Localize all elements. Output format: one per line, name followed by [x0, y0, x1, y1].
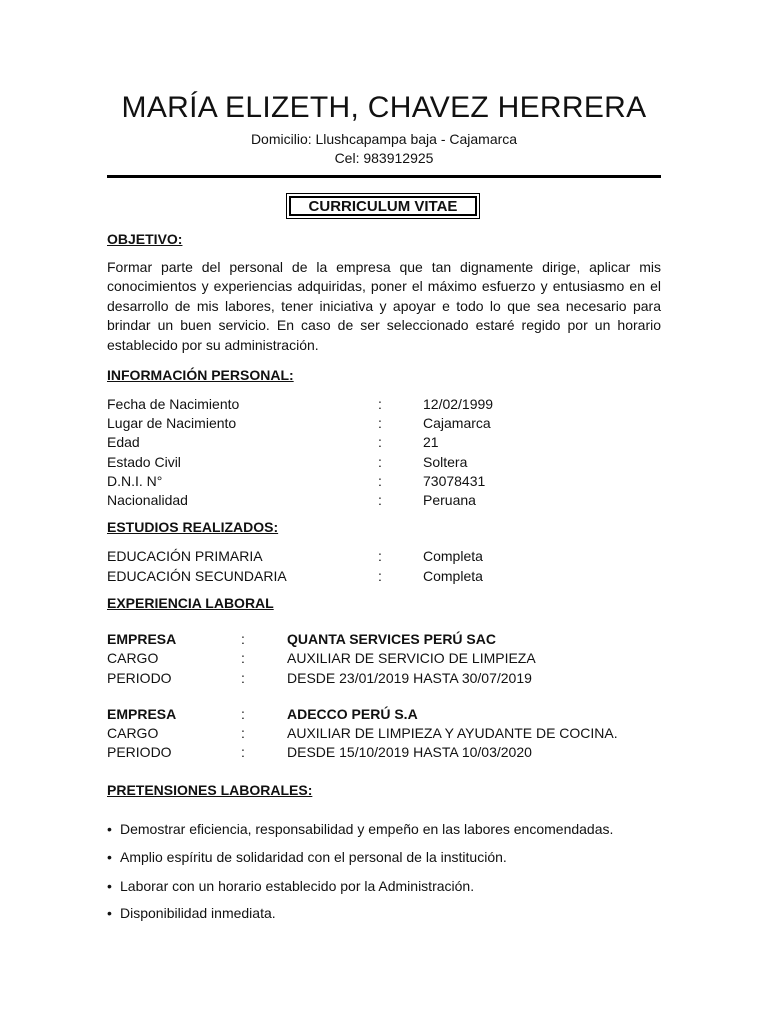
field-separator: : — [241, 650, 245, 666]
field-label: EMPRESA — [107, 706, 177, 722]
field-separator: : — [378, 548, 382, 564]
header-divider — [107, 175, 661, 178]
field-value: Peruana — [423, 492, 476, 508]
field-label: EMPRESA — [107, 631, 177, 647]
job-role-row — [107, 649, 667, 668]
company-name: ADECCO PERÚ S.A — [287, 706, 418, 722]
field-label: Estado Civil — [107, 454, 181, 470]
job-period: DESDE 15/10/2019 HASTA 10/03/2020 — [287, 744, 532, 760]
bullet-icon: • — [107, 849, 112, 865]
job-role: AUXILIAR DE SERVICIO DE LIMPIEZA — [287, 650, 536, 666]
list-item-text: Amplio espíritu de solidaridad con el personal de la institución. — [120, 849, 507, 865]
field-label: Nacionalidad — [107, 492, 188, 508]
field-label: CARGO — [107, 650, 159, 666]
document-title-box — [286, 193, 480, 219]
list-item-text: Demostrar eficiencia, responsabilidad y empeño en las labores encomendadas. — [120, 821, 614, 837]
studies-heading: ESTUDIOS REALIZADOS: — [107, 519, 279, 535]
personal-row — [107, 414, 667, 433]
field-value: Completa — [423, 568, 483, 584]
field-value: 21 — [423, 434, 439, 450]
field-value: 73078431 — [423, 473, 486, 489]
job-period: DESDE 23/01/2019 HASTA 30/07/2019 — [287, 670, 532, 686]
pretensions-heading: PRETENSIONES LABORALES: — [107, 782, 313, 798]
personal-row — [107, 395, 667, 414]
field-separator: : — [378, 434, 382, 450]
field-value: Cajamarca — [423, 415, 491, 431]
field-separator: : — [241, 670, 245, 686]
personal-row — [107, 491, 667, 510]
personal-info-heading: INFORMACIÓN PERSONAL: — [107, 367, 294, 383]
field-separator: : — [378, 396, 382, 412]
job-company-row — [107, 630, 667, 649]
experience-heading: EXPERIENCIA LABORAL — [107, 595, 274, 611]
company-name: QUANTA SERVICES PERÚ SAC — [287, 631, 496, 647]
field-separator: : — [241, 744, 245, 760]
field-label: PERIODO — [107, 744, 172, 760]
field-separator: : — [378, 415, 382, 431]
document-title: CURRICULUM VITAE — [289, 196, 477, 216]
field-value: 12/02/1999 — [423, 396, 494, 412]
field-label: PERIODO — [107, 670, 172, 686]
objective-heading: OBJETIVO: — [107, 231, 183, 247]
personal-row — [107, 472, 667, 491]
job-company-row — [107, 705, 667, 724]
candidate-name: MARÍA ELIZETH, CHAVEZ HERRERA — [121, 91, 647, 124]
address-line: Domicilio: Llushcapampa baja - Cajamarca — [250, 131, 518, 147]
personal-row — [107, 453, 667, 472]
list-item-text: Laborar con un horario establecido por la Administración. — [120, 878, 475, 894]
field-label: D.N.I. N° — [107, 473, 163, 489]
field-label: Edad — [107, 434, 140, 450]
list-item-text: Disponibilidad inmediata. — [120, 905, 276, 921]
job-role-row — [107, 724, 667, 743]
studies-row — [107, 547, 667, 566]
field-label: CARGO — [107, 725, 159, 741]
bullet-icon: • — [107, 821, 112, 837]
field-separator: : — [378, 454, 382, 470]
field-value: Completa — [423, 548, 483, 564]
job-period-row — [107, 743, 667, 762]
bullet-icon: • — [107, 905, 112, 921]
phone-line: Cel: 983912925 — [334, 150, 434, 166]
field-separator: : — [378, 492, 382, 508]
studies-row — [107, 567, 667, 586]
field-label: EDUCACIÓN SECUNDARIA — [107, 568, 287, 584]
field-label: EDUCACIÓN PRIMARIA — [107, 548, 263, 564]
objective-text: Formar parte del personal de la empresa que tan dignamente dirige, aplicar mis conocimientos y experiencias adquiridas, poner el máximo esfuerzo y entusiasmo en el desarrollo de mis labores, tener iniciativa y apoyar e todo lo que sea necesario para brindar un buen servicio. En caso de ser seleccionado estaré regido por un horario establecido por su administración. — [107, 259, 661, 353]
job-period-row — [107, 669, 667, 688]
field-label: Lugar de Nacimiento — [107, 415, 237, 431]
job-role: AUXILIAR DE LIMPIEZA Y AYUDANTE DE COCINA. — [287, 725, 618, 741]
field-separator: : — [241, 631, 245, 647]
field-separator: : — [241, 725, 245, 741]
bullet-icon: • — [107, 878, 112, 894]
field-value: Soltera — [423, 454, 468, 470]
personal-row — [107, 433, 667, 452]
field-label: Fecha de Nacimiento — [107, 396, 240, 412]
field-separator: : — [378, 473, 382, 489]
field-separator: : — [378, 568, 382, 584]
field-separator: : — [241, 706, 245, 722]
